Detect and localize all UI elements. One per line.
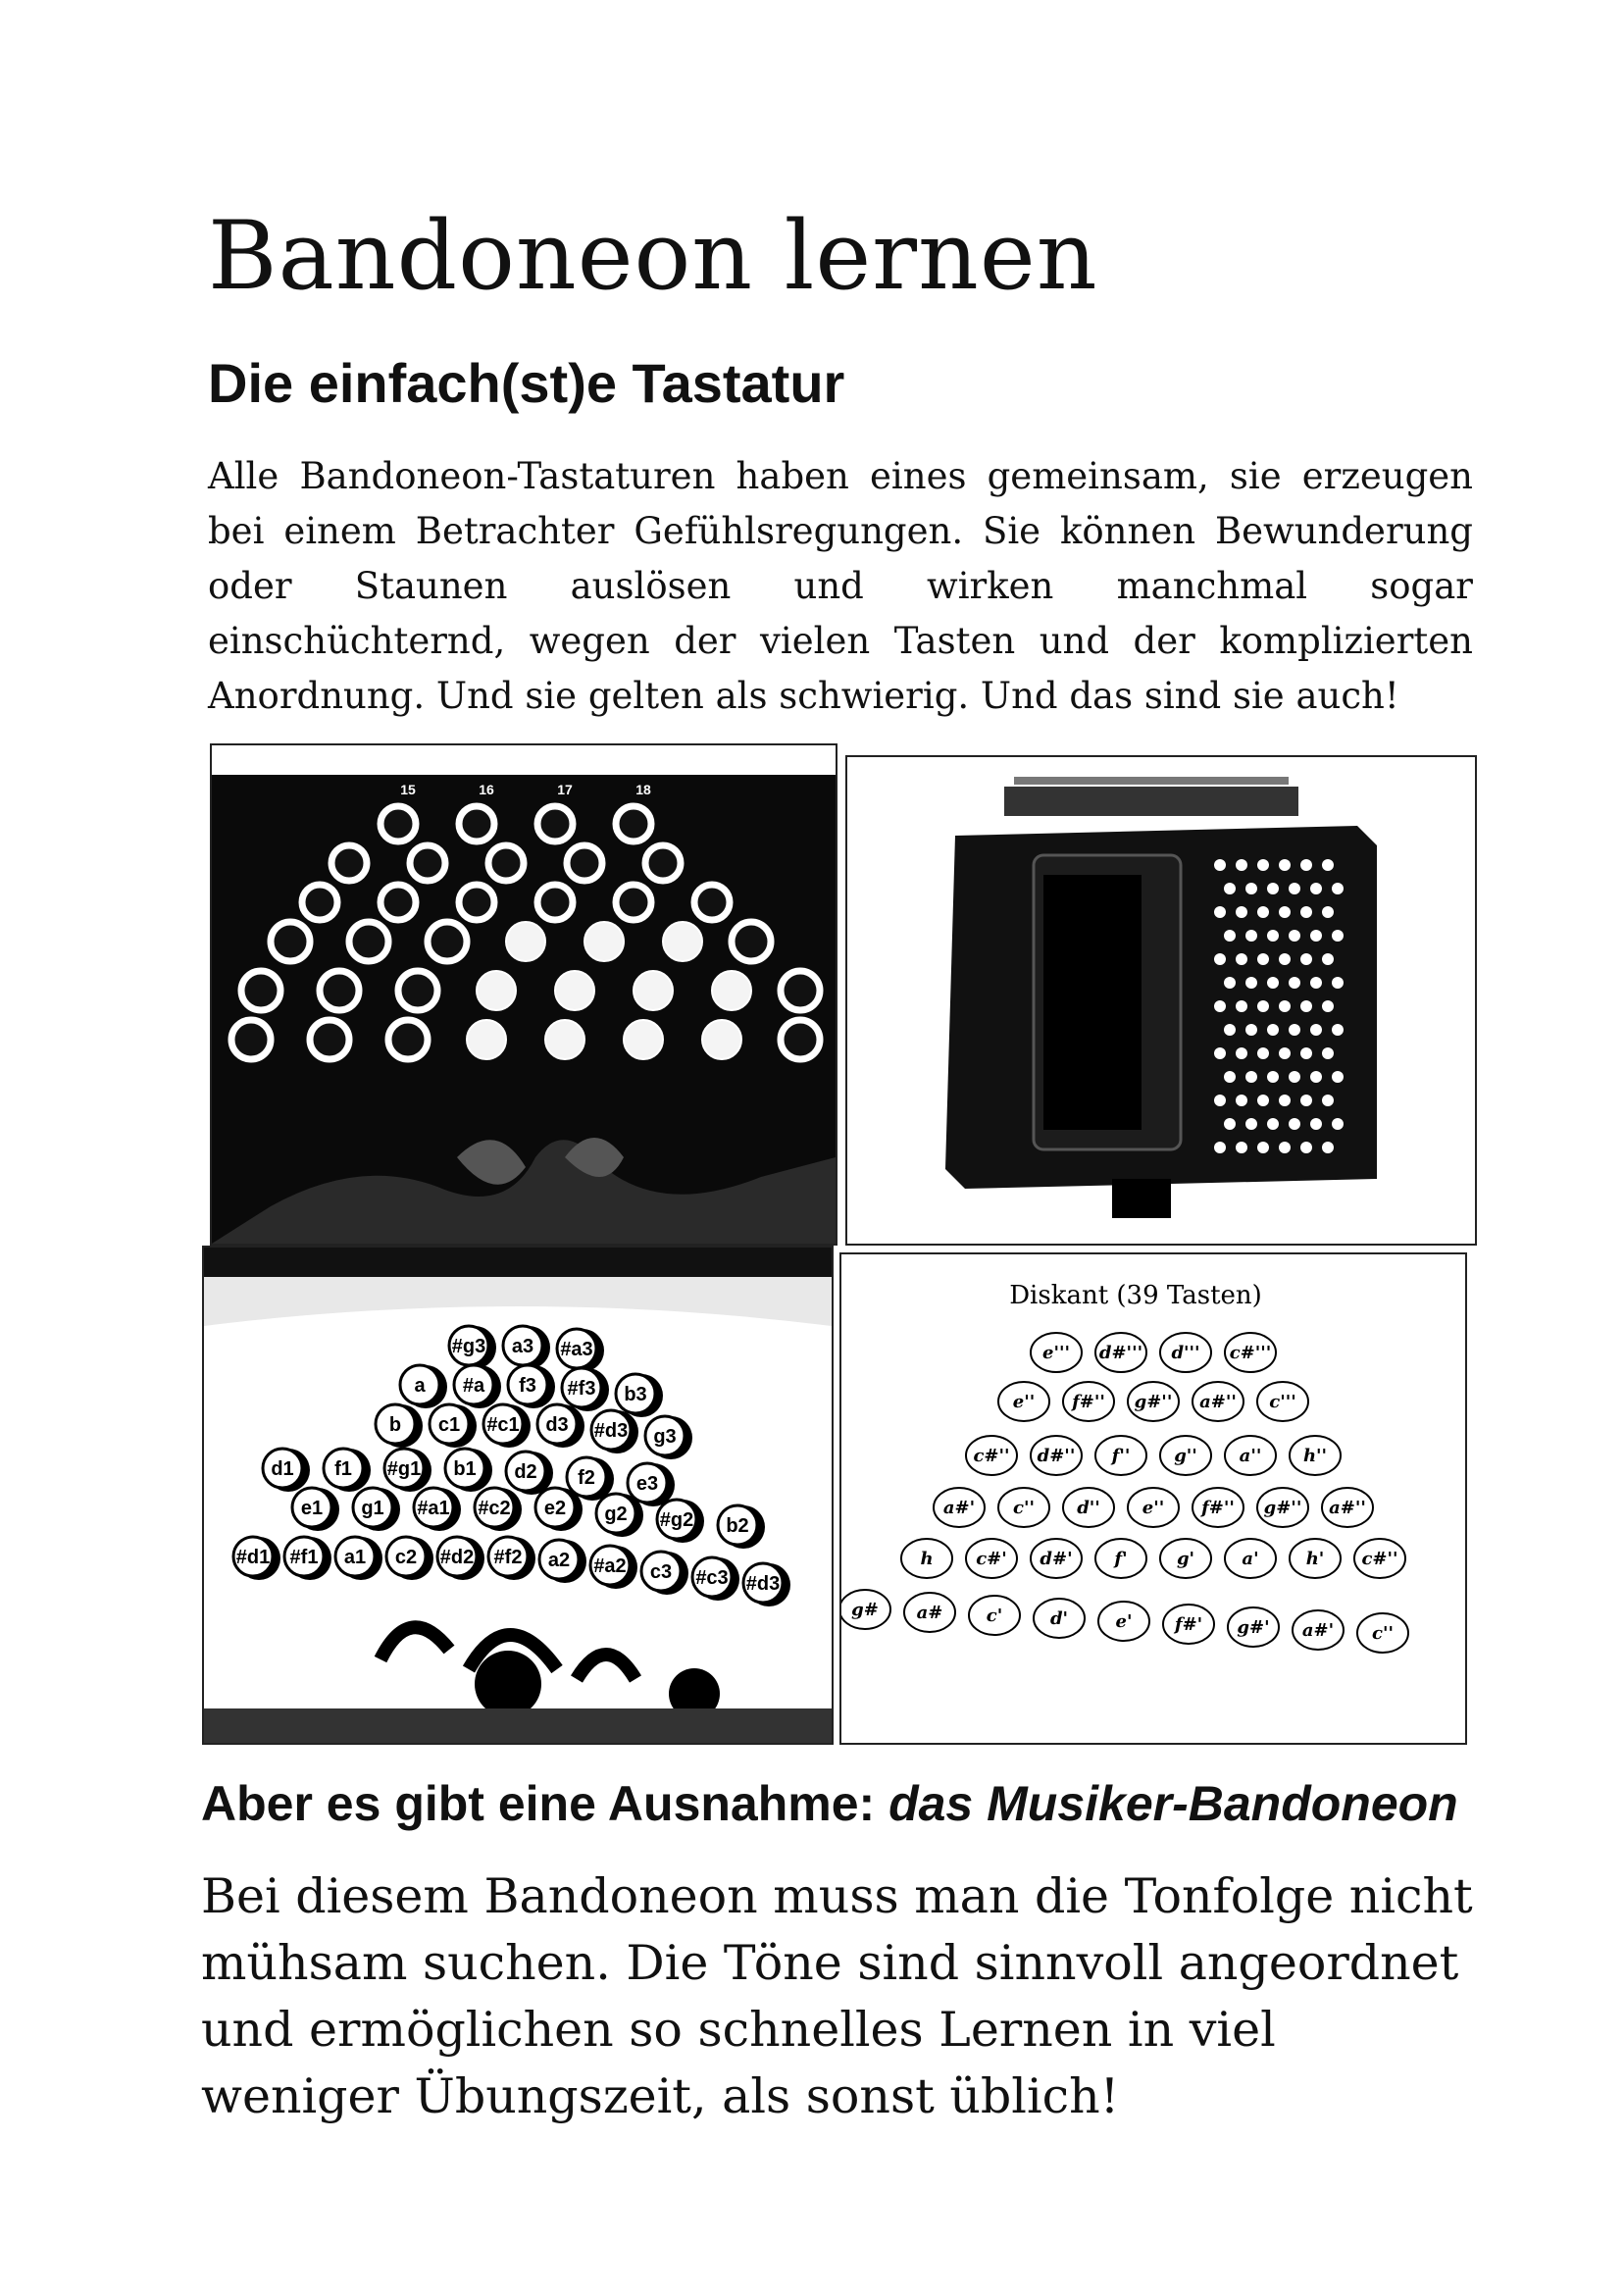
- note-key-label: b1: [453, 1458, 477, 1480]
- note-key-label: #d2: [439, 1547, 475, 1568]
- keyboard-button: [555, 971, 594, 1010]
- note-key-label: f1: [334, 1458, 352, 1480]
- keyboard-button: [302, 885, 337, 920]
- bandoneon-button: [1322, 906, 1334, 918]
- keyboard-button: [381, 885, 416, 920]
- diskant-key-label: f#': [1174, 1614, 1203, 1635]
- bandoneon-button: [1289, 1071, 1300, 1083]
- keyboard-button: [349, 922, 388, 961]
- keyboard-button: [712, 971, 751, 1010]
- keyboard-number-label: 15: [400, 782, 416, 797]
- note-key-label: #d3: [593, 1420, 629, 1442]
- diskant-key-label: c#': [976, 1549, 1007, 1569]
- bandoneon-button: [1224, 930, 1236, 942]
- keyboard-button: [459, 885, 494, 920]
- keyboard-button: [410, 845, 445, 881]
- note-key-label: b3: [624, 1384, 647, 1405]
- bandoneon-button: [1279, 953, 1291, 965]
- bandoneon-button: [1245, 1118, 1257, 1130]
- diskant-key-label: c'': [1013, 1498, 1035, 1518]
- diskant-key-label: g'': [1174, 1446, 1197, 1466]
- diskant-key-label: e'': [1142, 1498, 1165, 1518]
- page-title: Bandoneon lernen: [208, 201, 1098, 311]
- bandoneon-button: [1214, 1142, 1226, 1153]
- bandoneon-button: [1224, 1118, 1236, 1130]
- keyboard-button: [545, 1020, 584, 1059]
- note-key-label: #a1: [417, 1498, 450, 1519]
- diskant-key-label: c'': [1372, 1623, 1394, 1644]
- note-key-label: d1: [271, 1458, 294, 1480]
- keyboard-button: [663, 922, 702, 961]
- note-key-label: g1: [361, 1498, 384, 1519]
- diskant-key-label: a#': [1301, 1620, 1335, 1641]
- diskant-key-label: g#'': [1134, 1392, 1173, 1412]
- note-key-label: #g2: [659, 1509, 694, 1531]
- keyboard-button: [567, 845, 602, 881]
- bandoneon-button: [1300, 859, 1312, 871]
- bandoneon-button: [1257, 1095, 1269, 1106]
- note-key-label: #d3: [745, 1573, 781, 1595]
- exception-lead: Aber es gibt eine Ausnahme:: [201, 1776, 889, 1831]
- keyboard-button: [398, 971, 437, 1010]
- bandoneon-button: [1236, 1142, 1247, 1153]
- bandoneon-button: [1279, 1142, 1291, 1153]
- keyboard-button: [732, 922, 771, 961]
- diskant-key-label: d#''': [1098, 1343, 1143, 1363]
- bandoneon-button: [1310, 930, 1322, 942]
- closing-paragraph: Bei diesem Bandoneon muss man die Tonfolge nicht mühsam suchen. Die Töne sind sinnvoll angeordnet und ermöglichen so schnelles Lernen in viel weniger Übungszeit, als sonst üblich!: [201, 1868, 1473, 2124]
- note-key-label: g3: [653, 1426, 677, 1448]
- bandoneon-button: [1332, 1118, 1344, 1130]
- diskant-key-label: e'': [1012, 1392, 1036, 1412]
- keyboard-button: [271, 922, 310, 961]
- note-key-label: c3: [649, 1561, 673, 1583]
- bandoneon-button: [1224, 1071, 1236, 1083]
- bandoneon-button: [1224, 977, 1236, 989]
- note-key-label: #a3: [560, 1339, 593, 1360]
- keyboard-number-label: 17: [557, 782, 573, 797]
- diskant-key-label: c''': [1269, 1392, 1296, 1412]
- keyboard-button: [331, 845, 367, 881]
- diskant-key-label: g': [1176, 1549, 1195, 1569]
- bandoneon-button: [1214, 1095, 1226, 1106]
- keyboard-button: [645, 845, 681, 881]
- keyboard-button: [781, 1020, 820, 1059]
- bandoneon-button: [1245, 883, 1257, 894]
- exception-heading: [201, 1775, 1458, 1832]
- bandoneon-button: [1245, 977, 1257, 989]
- bandoneon-button: [1214, 1047, 1226, 1059]
- photo-bandoneon: [845, 755, 1477, 1246]
- diskant-key-label: a#'': [1329, 1498, 1366, 1518]
- diskant-key-label: d': [1049, 1608, 1069, 1629]
- note-key-label: #g3: [451, 1336, 486, 1357]
- keyboard-button: [320, 971, 359, 1010]
- diskant-key-label: a': [1242, 1549, 1259, 1569]
- note-key-label: #f1: [289, 1547, 319, 1568]
- bandoneon-button: [1322, 953, 1334, 965]
- diskant-key-label: f#'': [1201, 1498, 1235, 1518]
- keyboard-button: [694, 885, 730, 920]
- bandoneon-button: [1279, 1047, 1291, 1059]
- bandoneon-button: [1279, 1000, 1291, 1012]
- bandoneon-button: [1289, 1118, 1300, 1130]
- note-key-label: #a2: [593, 1555, 627, 1577]
- bandoneon-button: [1300, 906, 1312, 918]
- bandoneon-button: [1322, 1142, 1334, 1153]
- diskant-key-label: d'': [1077, 1498, 1100, 1518]
- diskant-key-label: h: [920, 1549, 934, 1569]
- diskant-key-label: a'': [1239, 1446, 1262, 1466]
- note-key-label: #d1: [235, 1547, 271, 1568]
- diskant-key-label: g#': [1237, 1617, 1270, 1638]
- bandoneon-button: [1310, 977, 1322, 989]
- note-key-label: a3: [511, 1336, 534, 1357]
- diskant-key-label: d''': [1171, 1343, 1200, 1363]
- bandoneon-button: [1332, 1024, 1344, 1036]
- keyboard-number-label: 18: [635, 782, 651, 797]
- keyboard-button: [231, 1020, 271, 1059]
- photo-numbered-keyboard: [210, 743, 837, 1246]
- bandoneon-button: [1236, 859, 1247, 871]
- keyboard-number-label: 16: [479, 782, 494, 797]
- bandoneon-button: [1332, 930, 1344, 942]
- bandoneon-button: [1245, 930, 1257, 942]
- diskant-key-label: c#'': [973, 1446, 1010, 1466]
- bandoneon-button: [1245, 1071, 1257, 1083]
- keyboard-button: [616, 806, 651, 841]
- note-key-label: c2: [394, 1547, 418, 1568]
- bandoneon-button: [1257, 859, 1269, 871]
- bandoneon-button: [1267, 930, 1279, 942]
- keyboard-button: [781, 971, 820, 1010]
- note-key-label: g2: [604, 1504, 628, 1525]
- diskant-key-label: a#: [916, 1603, 943, 1623]
- bandoneon-button: [1322, 1000, 1334, 1012]
- bandoneon-button: [1322, 859, 1334, 871]
- intro-paragraph: Alle Bandoneon-Tastaturen haben eines gemeinsam, sie erzeugen bei einem Betrachter Gefühlsregungen. Sie können Bewunderung oder Staunen auslösen und wirken manchmal sogar einschüchternd, wegen der vielen Tasten und der komplizierten Anordnung. Und sie gelten als schwierig. Und das sind sie auch!: [208, 455, 1473, 717]
- keyboard-button: [616, 885, 651, 920]
- diskant-key-label: d#': [1040, 1549, 1073, 1569]
- keyboard-button: [584, 922, 624, 961]
- keyboard-button: [388, 1020, 428, 1059]
- bandoneon-button: [1267, 1118, 1279, 1130]
- note-key-label: b2: [726, 1515, 749, 1537]
- note-keyboard-svg: [204, 1248, 832, 1743]
- bandoneon-button: [1236, 953, 1247, 965]
- diskant-key-label: h': [1305, 1549, 1325, 1569]
- keyboard-button: [241, 971, 280, 1010]
- bandoneon-button: [1279, 906, 1291, 918]
- keyboard-button: [537, 806, 573, 841]
- bandoneon-button: [1257, 906, 1269, 918]
- bandoneon-button: [1332, 1071, 1344, 1083]
- diskant-key-label: f': [1114, 1549, 1128, 1569]
- keyboard-button: [702, 1020, 741, 1059]
- note-key-label: #f3: [567, 1378, 596, 1400]
- bandoneon-button: [1300, 953, 1312, 965]
- diskant-key-label: a#'': [1199, 1392, 1237, 1412]
- keyboard-button: [428, 922, 467, 961]
- note-key-label: e3: [635, 1473, 659, 1495]
- bandoneon-button: [1236, 1047, 1247, 1059]
- diskant-key-label: f'': [1111, 1446, 1131, 1466]
- keyboard-button: [459, 806, 494, 841]
- note-key-label: #f2: [493, 1547, 523, 1568]
- numbered-keyboard-svg: [212, 745, 836, 1244]
- diskant-key-label: a#': [942, 1498, 976, 1518]
- bandoneon-button: [1214, 1000, 1226, 1012]
- diskant-key-label: f#'': [1072, 1392, 1105, 1412]
- diskant-svg: [841, 1254, 1465, 1743]
- keyboard-button: [537, 885, 573, 920]
- note-key-label: #c3: [695, 1567, 729, 1589]
- bandoneon-button: [1236, 1000, 1247, 1012]
- bandoneon-button: [1332, 977, 1344, 989]
- bandoneon-button: [1322, 1095, 1334, 1106]
- bandoneon-photo-svg: [847, 757, 1475, 1244]
- bandoneon-button: [1267, 883, 1279, 894]
- bandoneon-button: [1267, 1024, 1279, 1036]
- diskant-key-label: g#'': [1263, 1498, 1302, 1518]
- note-key-label: d2: [514, 1461, 537, 1483]
- bandoneon-button: [1257, 953, 1269, 965]
- diskant-diagram: [839, 1252, 1467, 1745]
- section-subtitle: Die einfach(st)e Tastatur: [208, 352, 845, 414]
- note-key-label: b: [388, 1414, 402, 1436]
- diskant-key-label: g#: [851, 1600, 879, 1620]
- bandoneon-button: [1310, 1024, 1322, 1036]
- note-key-label: a1: [343, 1547, 367, 1568]
- note-key-label: f2: [578, 1467, 595, 1489]
- bandoneon-button: [1236, 1095, 1247, 1106]
- bandoneon-button: [1257, 1000, 1269, 1012]
- diskant-key-label: c#'': [1361, 1549, 1398, 1569]
- bandoneon-button: [1310, 883, 1322, 894]
- keyboard-button: [467, 1020, 506, 1059]
- note-keyboard-diagram: [202, 1246, 834, 1745]
- note-key-label: f3: [519, 1375, 536, 1397]
- note-key-label: e2: [543, 1498, 567, 1519]
- diskant-key-label: e''': [1042, 1343, 1070, 1363]
- note-key-label: #a: [462, 1375, 485, 1397]
- note-key-label: #c1: [486, 1414, 520, 1436]
- note-key-label: e1: [300, 1498, 324, 1519]
- bandoneon-button: [1289, 883, 1300, 894]
- note-key-label: d3: [545, 1414, 569, 1436]
- diskant-key-label: h'': [1302, 1446, 1328, 1466]
- bandoneon-button: [1289, 977, 1300, 989]
- keyboard-button: [310, 1020, 349, 1059]
- bandoneon-button: [1300, 1095, 1312, 1106]
- bandoneon-button: [1310, 1071, 1322, 1083]
- diskant-key-label: d#'': [1037, 1446, 1076, 1466]
- bandoneon-button: [1332, 883, 1344, 894]
- bandoneon-button: [1310, 1118, 1322, 1130]
- bandoneon-button: [1289, 930, 1300, 942]
- bandoneon-button: [1214, 906, 1226, 918]
- bandoneon-button: [1300, 1142, 1312, 1153]
- keyboard-button: [506, 922, 545, 961]
- bandoneon-button: [1214, 953, 1226, 965]
- bandoneon-button: [1300, 1000, 1312, 1012]
- keyboard-button: [624, 1020, 663, 1059]
- bandoneon-button: [1257, 1047, 1269, 1059]
- bandoneon-button: [1245, 1024, 1257, 1036]
- keyboard-button: [488, 845, 524, 881]
- note-key-label: c1: [437, 1414, 461, 1436]
- bandoneon-button: [1322, 1047, 1334, 1059]
- note-key-label: a2: [547, 1550, 571, 1571]
- keyboard-button: [634, 971, 673, 1010]
- bandoneon-button: [1300, 1047, 1312, 1059]
- keyboard-button: [381, 806, 416, 841]
- diskant-key-label: e': [1115, 1611, 1133, 1632]
- bandoneon-button: [1267, 977, 1279, 989]
- diskant-key-label: c#''': [1229, 1343, 1272, 1363]
- bandoneon-button: [1289, 1024, 1300, 1036]
- bandoneon-button: [1224, 1024, 1236, 1036]
- bandoneon-button: [1257, 1142, 1269, 1153]
- note-key-label: #c2: [478, 1498, 511, 1519]
- keyboard-button: [477, 971, 516, 1010]
- bandoneon-button: [1236, 906, 1247, 918]
- bandoneon-button: [1279, 859, 1291, 871]
- note-key-label: a: [414, 1375, 426, 1397]
- bandoneon-button: [1214, 859, 1226, 871]
- exception-emphasis: das Musiker-Bandoneon: [888, 1776, 1458, 1831]
- diskant-key-label: c': [986, 1606, 1003, 1626]
- diskant-title: Diskant (39 Tasten): [1009, 1281, 1262, 1310]
- note-key-label: #g1: [386, 1458, 422, 1480]
- bandoneon-button: [1224, 883, 1236, 894]
- bandoneon-button: [1267, 1071, 1279, 1083]
- bandoneon-button: [1279, 1095, 1291, 1106]
